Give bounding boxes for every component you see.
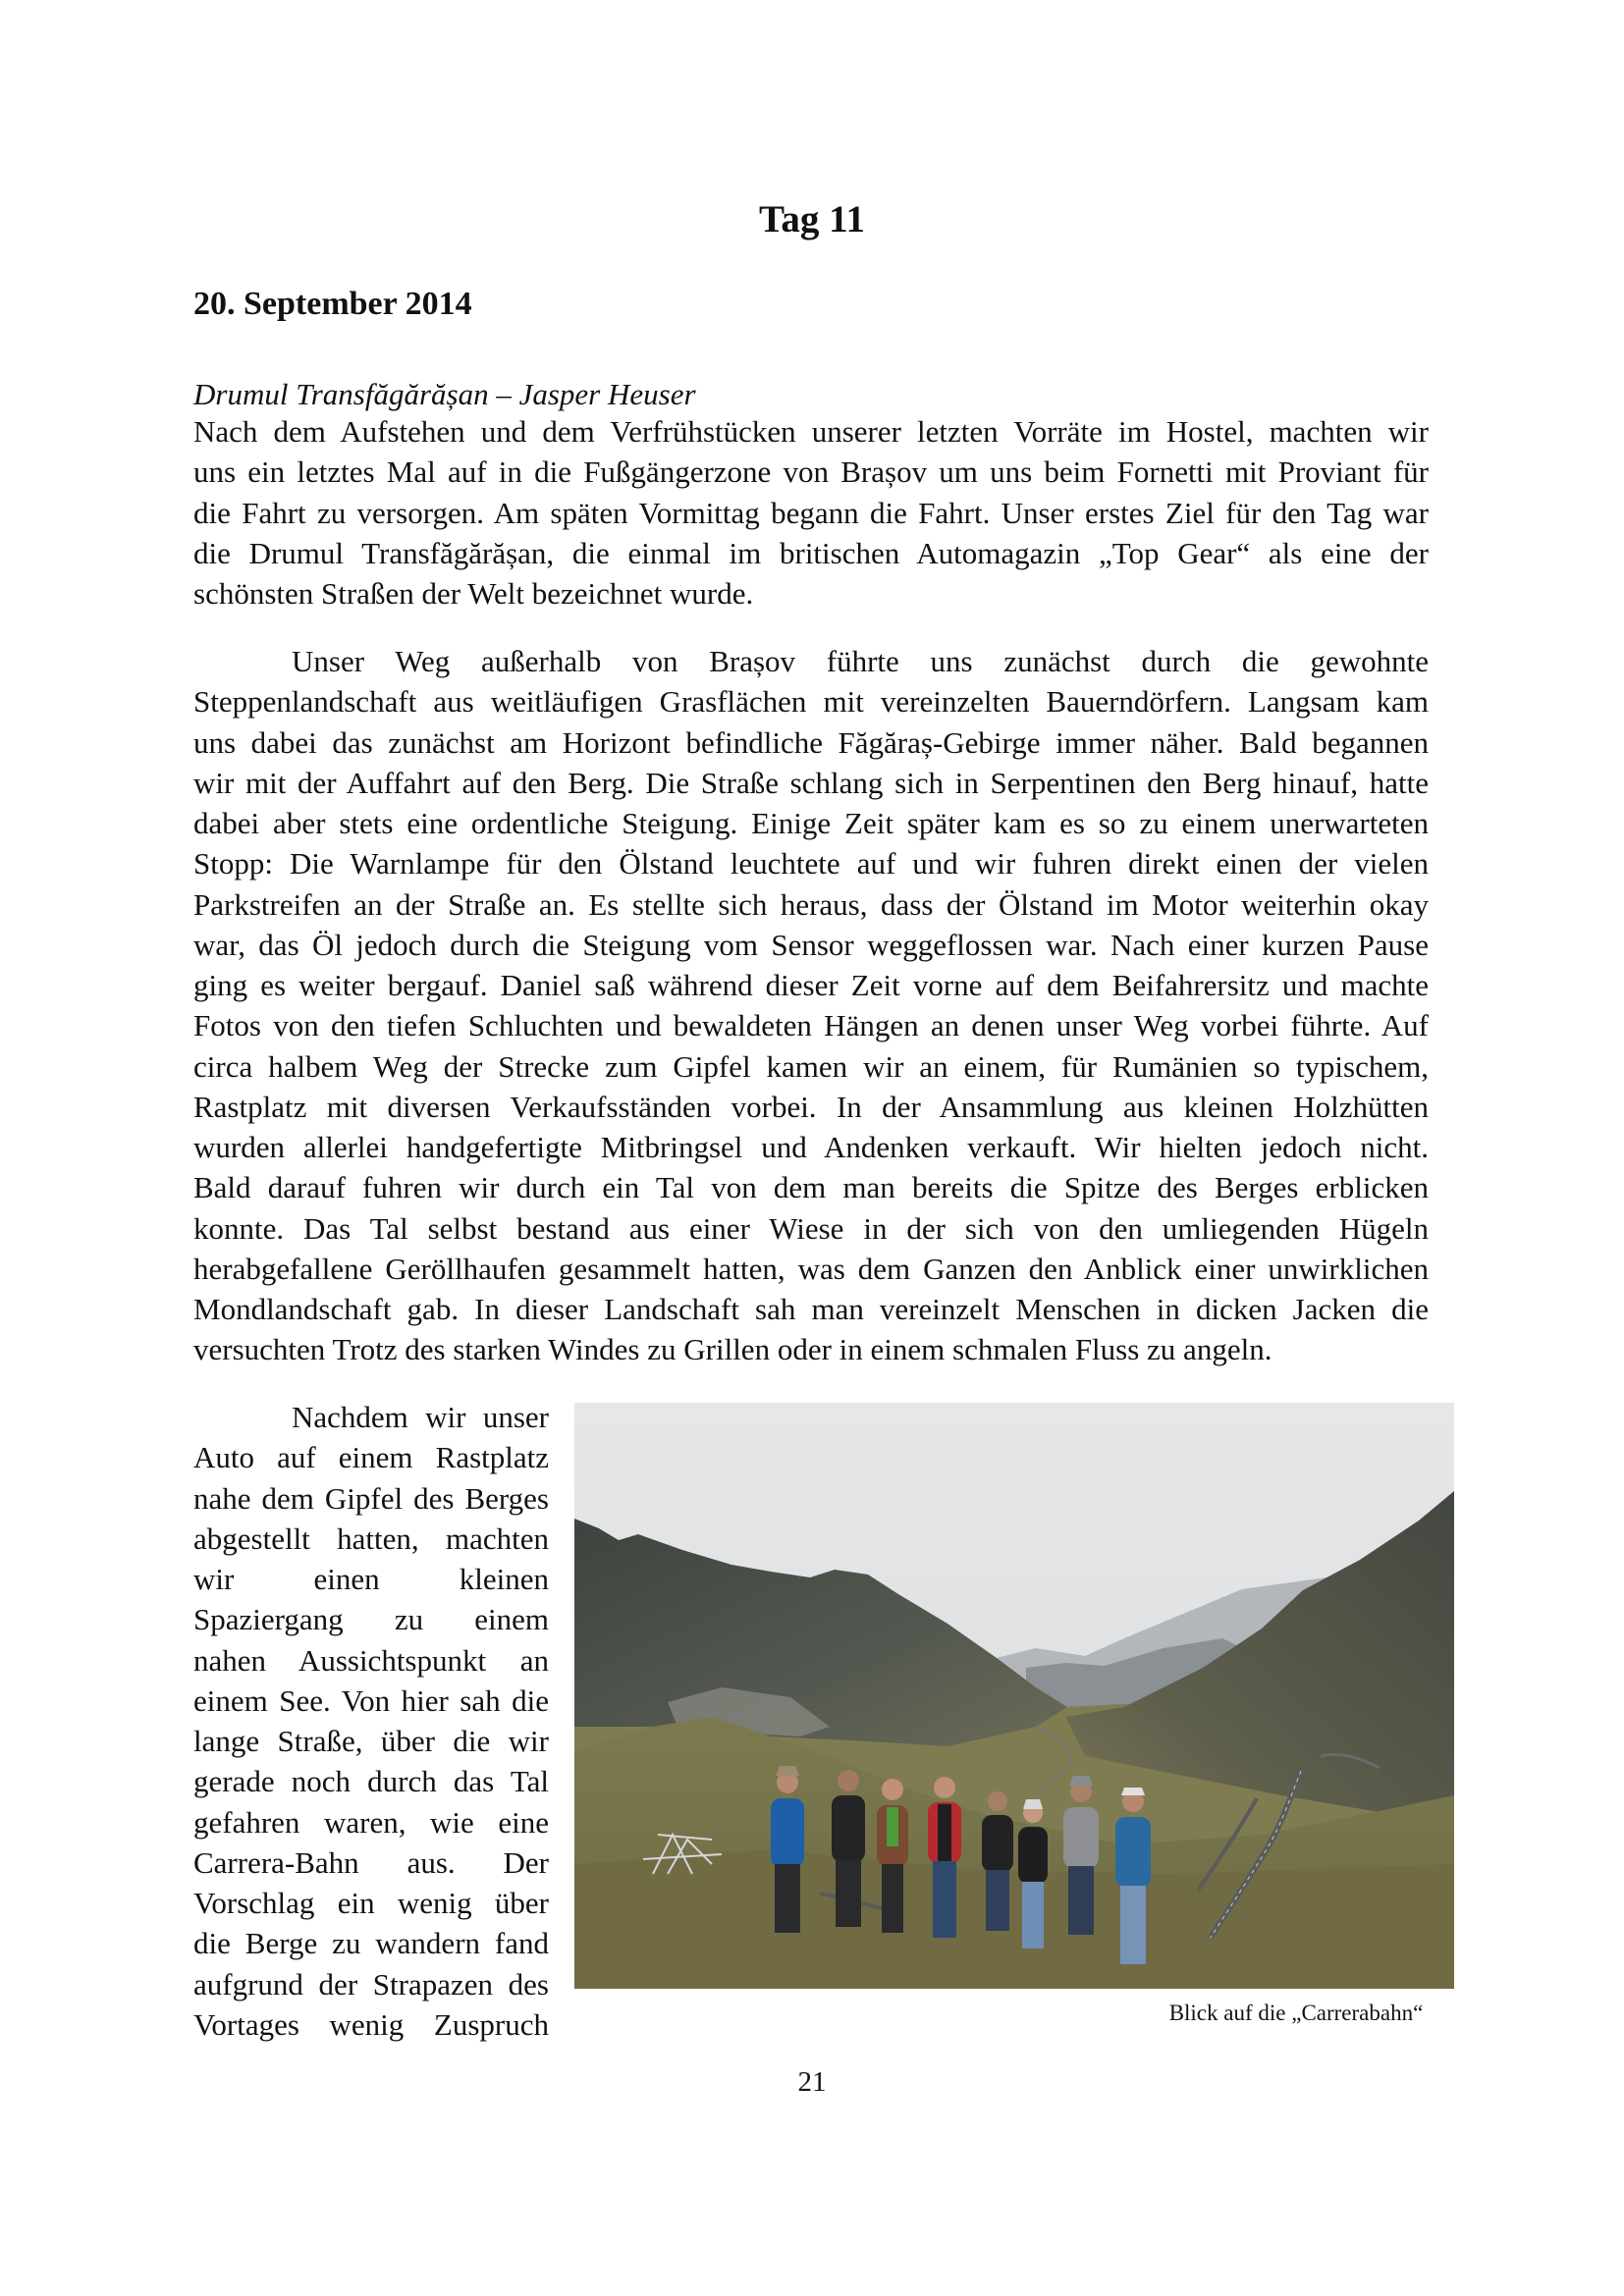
section-subtitle: Drumul Transfăgărășan – Jasper Heuser (193, 377, 696, 411)
text-line: ging es weiter bergauf. Daniel saß während dieser Zeit vorne auf dem Beifahrersitz und machte (193, 968, 1429, 1002)
text-line: Nach dem Aufstehen und dem Verfrühstücken unserer letzten Vorräte im Hostel, machten wir (193, 414, 1429, 449)
text-line: Vortages wenig Zuspruch (193, 2006, 549, 2042)
text-line: Nachdem wir unser (292, 1400, 549, 1434)
text-line: Unser Weg außerhalb von Brașov führte uns zunächst durch die gewohnte (292, 644, 1429, 678)
text-line: lange Straße, über die wir (193, 1724, 549, 1758)
paragraph-2 (193, 641, 1429, 1370)
text-line: Stopp: Die Warnlampe für den Ölstand leuchtete auf und wir fuhren direkt einen der vielen (193, 846, 1429, 881)
text-line: wir mit der Auffahrt auf den Berg. Die Straße schlang sich in Serpentinen den Berg hinauf, hatte (193, 765, 1429, 800)
text-line: Fotos von den tiefen Schluchten und bewaldeten Hängen an denen unser Weg vorbei führte. Auf (193, 1008, 1429, 1043)
text-line: herabgefallene Geröllhaufen gesammelt hatten, was dem Ganzen den Anblick einer unwirklichen (193, 1251, 1429, 1286)
paragraph-3-column (193, 1397, 549, 2045)
text-line: einem See. Von hier sah die (193, 1682, 549, 1718)
photo-caption: Blick auf die „Carrerabahn“ (1168, 2001, 1424, 2025)
text-line: dabei aber stets eine ordentliche Steigung. Einige Zeit später kam es so zu einem unerwarteten (193, 806, 1429, 840)
text-line: Steppenlandschaft aus weitläufigen Grasflächen mit vereinzelten Bauerndörfern. Langsam kam (193, 684, 1429, 720)
text-line: nahe dem Gipfel des Berges (193, 1480, 549, 1516)
text-line: konnte. Das Tal selbst bestand aus einer Wiese in der sich von den umliegenden Hügeln (193, 1210, 1429, 1246)
day-title: Tag 11 (758, 198, 866, 240)
text-line: die Fahrt zu versorgen. Am späten Vormittag begann die Fahrt. Unser erstes Ziel für den Tag war (193, 495, 1429, 530)
text-line: uns ein letztes Mal auf in die Fußgängerzone von Brașov um uns beim Fornetti mit Proviant für (193, 454, 1429, 490)
text-line: Bald darauf fuhren wir durch ein Tal von dem man bereits die Spitze des Berges erblicken (193, 1170, 1429, 1205)
text-line: Spaziergang zu einem (193, 1602, 549, 1637)
page-number: 21 (797, 2066, 827, 2098)
text-line: Mondlandschaft gab. In dieser Landschaft sah man vereinzelt Menschen in dicken Jacken die (193, 1292, 1429, 1326)
text-line: Auto auf einem Rastplatz (193, 1440, 549, 1475)
text-line: gerade noch durch das Tal (193, 1764, 549, 1799)
text-line: wurden allerlei handgefertigte Mitbringsel und Andenken verkauft. Wir hielten jedoch nicht. (193, 1130, 1429, 1164)
text-line: Vorschlag ein wenig über (193, 1886, 549, 1920)
text-line: die Drumul Transfăgărășan, die einmal im britischen Automagazin „Top Gear“ als eine der (193, 535, 1429, 570)
text-line: Rastplatz mit diversen Verkaufsständen vorbei. In der Ansammlung aus kleinen Holzhütten (193, 1089, 1429, 1124)
text-line: aufgrund der Strapazen des (193, 1966, 549, 2002)
text-line: war, das Öl jedoch durch die Steigung vom Sensor weggeflossen war. Nach einer kurzen Pause (193, 927, 1429, 962)
text-line: nahen Aussichtspunkt an (193, 1642, 549, 1678)
group-photo (574, 1403, 1454, 1989)
text-line: gefahren waren, wie eine (193, 1804, 549, 1840)
text-line: schönsten Straßen der Welt bezeichnet wurde. (193, 576, 754, 611)
text-line: Carrera-Bahn aus. Der (193, 1844, 549, 1880)
date-heading: 20. September 2014 (193, 286, 472, 322)
text-line: uns dabei das zunächst am Horizont befindliche Făgăraș-Gebirge immer näher. Bald begannen (193, 724, 1429, 760)
text-line: Parkstreifen an der Straße an. Es stellte sich heraus, dass der Ölstand im Motor weiterhin okay (193, 886, 1429, 922)
text-line: versuchten Trotz des starken Windes zu Grillen oder in einem schmalen Fluss zu angeln. (193, 1332, 1272, 1367)
paragraph-1 (193, 411, 1429, 614)
text-line: wir einen kleinen (193, 1562, 549, 1596)
text-line: die Berge zu wandern fand (193, 1926, 549, 1961)
text-line: abgestellt hatten, machten (193, 1521, 549, 1556)
text-line: circa halbem Weg der Strecke zum Gipfel kamen wir an einem, für Rumänien so typischem, (193, 1048, 1429, 1084)
